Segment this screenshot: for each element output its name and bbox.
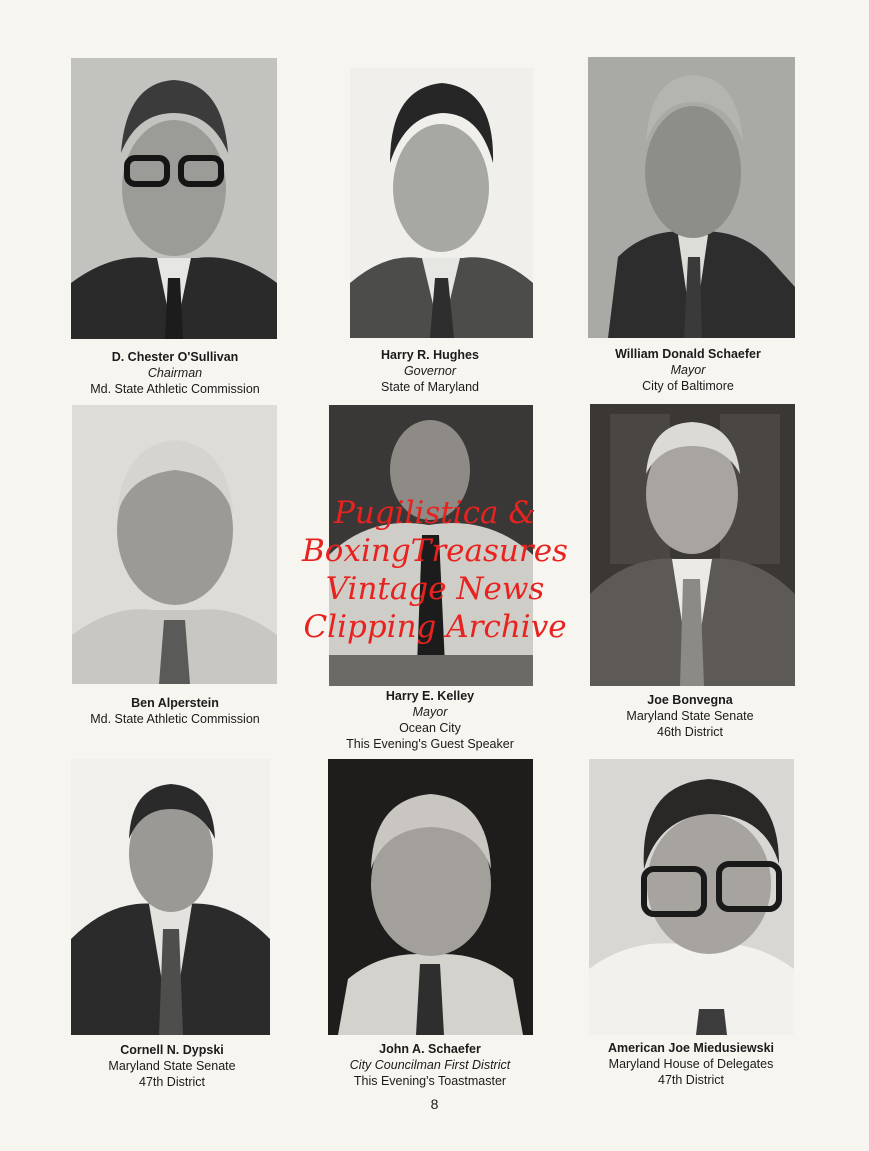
person-district: 46th District <box>657 725 723 739</box>
caption-bonvegna <box>570 692 810 740</box>
caption-miedusiewski <box>565 1040 817 1088</box>
person-name: John A. Schaefer <box>379 1042 481 1056</box>
person-name: Ben Alperstein <box>131 696 219 710</box>
portrait-photo-bonvegna <box>590 404 795 686</box>
portrait-figure <box>328 759 533 1035</box>
watermark-line: Vintage News <box>325 571 545 607</box>
portrait-photo-dypski <box>71 759 270 1035</box>
person-name: Cornell N. Dypski <box>120 1043 224 1057</box>
person-note: This Evening's Toastmaster <box>353 1074 507 1088</box>
caption-kelley <box>310 688 550 752</box>
person-title: City Councilman First District <box>349 1058 511 1072</box>
portrait-figure <box>350 68 533 338</box>
person-affiliation: Md. State Athletic Commission <box>90 712 260 726</box>
person-affiliation: State of Maryland <box>381 380 479 394</box>
person-name: Harry E. Kelley <box>385 689 475 703</box>
portrait-photo-osullivan <box>71 58 277 339</box>
caption-j-schaefer <box>305 1041 555 1089</box>
portrait-figure <box>71 58 277 339</box>
watermark-line: Pugilistica & <box>334 495 536 531</box>
caption-alperstein <box>55 695 295 727</box>
person-title: Mayor <box>670 363 706 377</box>
portrait-figure <box>589 759 794 1035</box>
portrait-figure <box>588 57 795 338</box>
portrait-photo-kelley <box>329 405 533 686</box>
caption-hughes <box>310 347 550 395</box>
page-number: 8 <box>430 1096 439 1112</box>
portrait-photo-miedusiewski <box>589 759 794 1035</box>
portrait-photo-hughes <box>350 68 533 338</box>
caption-w-schaefer <box>568 346 808 394</box>
person-name: William Donald Schaefer <box>615 347 761 361</box>
portrait-figure <box>329 405 533 686</box>
person-name: D. Chester O'Sullivan <box>111 350 239 364</box>
person-title: Mayor <box>412 705 448 719</box>
person-district: 47th District <box>658 1073 724 1087</box>
person-affiliation: Maryland State Senate <box>626 709 754 723</box>
person-affiliation: City of Baltimore <box>642 379 734 393</box>
person-name: American Joe Miedusiewski <box>607 1041 775 1055</box>
person-affiliation: Maryland House of Delegates <box>608 1057 774 1071</box>
person-title: Governor <box>403 364 457 378</box>
watermark-line: BoxingTreasures <box>302 533 568 569</box>
person-note: This Evening's Guest Speaker <box>346 737 514 751</box>
portrait-photo-w-schaefer <box>588 57 795 338</box>
caption-dypski <box>52 1042 292 1090</box>
portrait-photo-alperstein <box>72 405 277 684</box>
portrait-photo-j-schaefer <box>328 759 533 1035</box>
person-name: Harry R. Hughes <box>381 348 479 362</box>
portrait-figure <box>72 405 277 684</box>
person-affiliation: Maryland State Senate <box>108 1059 236 1073</box>
person-title: Chairman <box>147 366 203 380</box>
person-name: Joe Bonvegna <box>647 693 733 707</box>
person-district: 47th District <box>139 1075 205 1089</box>
caption-osullivan <box>55 349 295 397</box>
watermark-line: Clipping Archive <box>303 609 567 645</box>
person-affiliation: Md. State Athletic Commission <box>90 382 260 396</box>
portrait-figure <box>590 404 795 686</box>
person-affiliation: Ocean City <box>399 721 461 735</box>
portrait-figure <box>71 759 270 1035</box>
